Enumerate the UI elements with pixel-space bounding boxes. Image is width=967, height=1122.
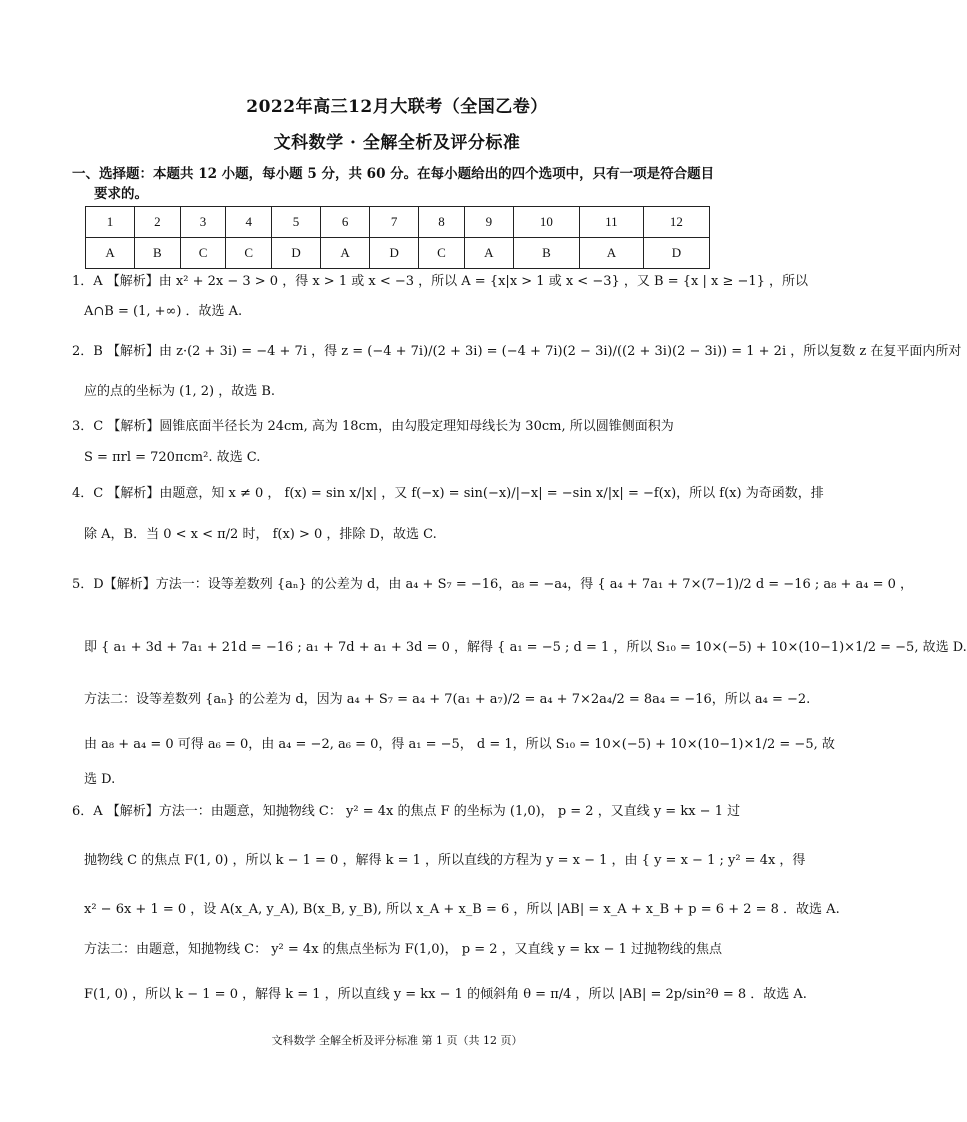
answer-letter: A [321,238,370,269]
solution-q6-line5: F(1, 0) ，所以 k − 1 = 0 ，解得 k = 1 ，所以直线 y = kx − 1 的倾斜角 θ = π/4 ，所以 |AB| = 2p/sin²θ = 8 ．故选 A. [84,987,807,1002]
page-footer: 文科数学 全解全析及评分标准 第 1 页（共 12 页） [271,1034,523,1047]
question-number: 6 [321,207,370,238]
answer-letter: D [370,238,419,269]
answer-letter: A [464,238,513,269]
answer-letter: C [226,238,272,269]
answer-letter: B [135,238,181,269]
solution-q5-line3: 方法二：设等差数列 {aₙ} 的公差为 d，因为 a₄ + S₇ = a₄ + 7(a₁ + a₇)/2 = a₄ + 7×2a₄/2 = 8a₄ = −16，所以 a₄ = −2. [84,692,811,707]
question-number: 12 [643,207,709,238]
solution-q1-line1: 1．A 【解析】由 x² + 2x − 3 > 0 ，得 x > 1 或 x < −3 ，所以 A = {x|x > 1 或 x < −3} ，又 B = {x | x ≥ −1} ，所以 [72,274,809,289]
solution-q4-line1: 4．C 【解析】由题意，知 x ≠ 0 ， f(x) = sin x/|x| ，又 f(−x) = sin(−x)/|−x| = −sin x/|x| = −f(x)，所以 f(x) 为奇函数，排 [72,486,824,501]
section-heading [72,164,732,204]
question-number: 3 [180,207,226,238]
solution-q3-line2: S = πrl = 720πcm². 故选 C. [84,450,261,465]
question-number: 10 [513,207,579,238]
answer-letter: C [180,238,226,269]
answer-table [85,206,710,269]
document-title: 2022年高三12月大联考（全国乙卷） [246,97,548,117]
section-heading-cont: 要求的。 [94,186,148,202]
solution-q6-line3: x² − 6x + 1 = 0 ，设 A(x_A, y_A), B(x_B, y_B), 所以 x_A + x_B = 6 ，所以 |AB| = x_A + x_B + p = 6 + 2 = 8 ．故选 A. [84,902,840,917]
solution-q3-line1: 3．C 【解析】圆锥底面半径长为 24cm, 高为 18cm，由勾股定理知母线长为 30cm, 所以圆锥侧面积为 [72,419,674,434]
answer-letter: D [272,238,321,269]
question-number: 11 [579,207,643,238]
question-number: 4 [226,207,272,238]
solution-q1-line2: A∩B = (1, +∞) ．故选 A. [84,304,243,319]
question-number: 8 [419,207,465,238]
question-number: 2 [135,207,181,238]
solution-q6-line4: 方法二：由题意，知抛物线 C： y² = 4x 的焦点坐标为 F(1,0)， p = 2 ，又直线 y = kx − 1 过抛物线的焦点 [84,942,723,957]
question-number: 5 [272,207,321,238]
question-number: 1 [86,207,135,238]
answer-table-numbers-row [86,207,710,238]
question-number: 7 [370,207,419,238]
answer-letter: B [513,238,579,269]
solution-q6-line2: 抛物线 C 的焦点 F(1, 0) ，所以 k − 1 = 0 ，解得 k = 1 ，所以直线的方程为 y = x − 1 ，由 { y = x − 1 ; y² = 4x ，得 [84,853,806,868]
solution-q2-line1: 2．B 【解析】由 z·(2 + 3i) = −4 + 7i ，得 z = (−4 + 7i)/(2 + 3i) = (−4 + 7i)(2 − 3i)/((2 + 3i)(2 − 3i)) = 1 + 2i ，所以复数 z 在复平面内所对 [72,344,962,359]
solution-q4-line2: 除 A，B．当 0 < x < π/2 时， f(x) > 0 ，排除 D，故选 C. [84,527,437,542]
question-number: 9 [464,207,513,238]
solution-q5-line5: 选 D. [84,772,116,787]
solution-q5-line4: 由 a₈ + a₄ = 0 可得 a₆ = 0，由 a₄ = −2, a₆ = 0，得 a₁ = −5， d = 1，所以 S₁₀ = 10×(−5) + 10×(10−1)×1/2 = −5, 故 [84,737,835,752]
solution-q5-line1: 5．D【解析】方法一：设等差数列 {aₙ} 的公差为 d，由 a₄ + S₇ = −16，a₈ = −a₄，得 { a₄ + 7a₁ + 7×(7−1)/2 d = −16 ; a₈ + a₄ = 0 ， [72,577,914,592]
solution-q2-line2: 应的点的坐标为 (1, 2) ，故选 B. [84,384,276,399]
section-heading-text: 一、选择题：本题共 12 小题，每小题 5 分，共 60 分。在每小题给出的四个选项中，只有一项是符合题目 [72,166,715,182]
answer-letter: A [86,238,135,269]
answer-letter: A [579,238,643,269]
answer-letter: D [643,238,709,269]
document-subtitle: 文科数学 · 全解全析及评分标准 [273,133,521,153]
answer-letter: C [419,238,465,269]
solution-q6-line1: 6．A 【解析】方法一：由题意，知抛物线 C： y² = 4x 的焦点 F 的坐标为 (1,0)， p = 2 ，又直线 y = kx − 1 过 [72,804,741,819]
answer-table-answers-row [86,238,710,269]
solution-q5-line2: 即 { a₁ + 3d + 7a₁ + 21d = −16 ; a₁ + 7d + a₁ + 3d = 0 ，解得 { a₁ = −5 ; d = 1 ，所以 S₁₀ = 10×(−5) + 10×(10−1)×1/2 = −5, 故选 D. [84,640,967,655]
